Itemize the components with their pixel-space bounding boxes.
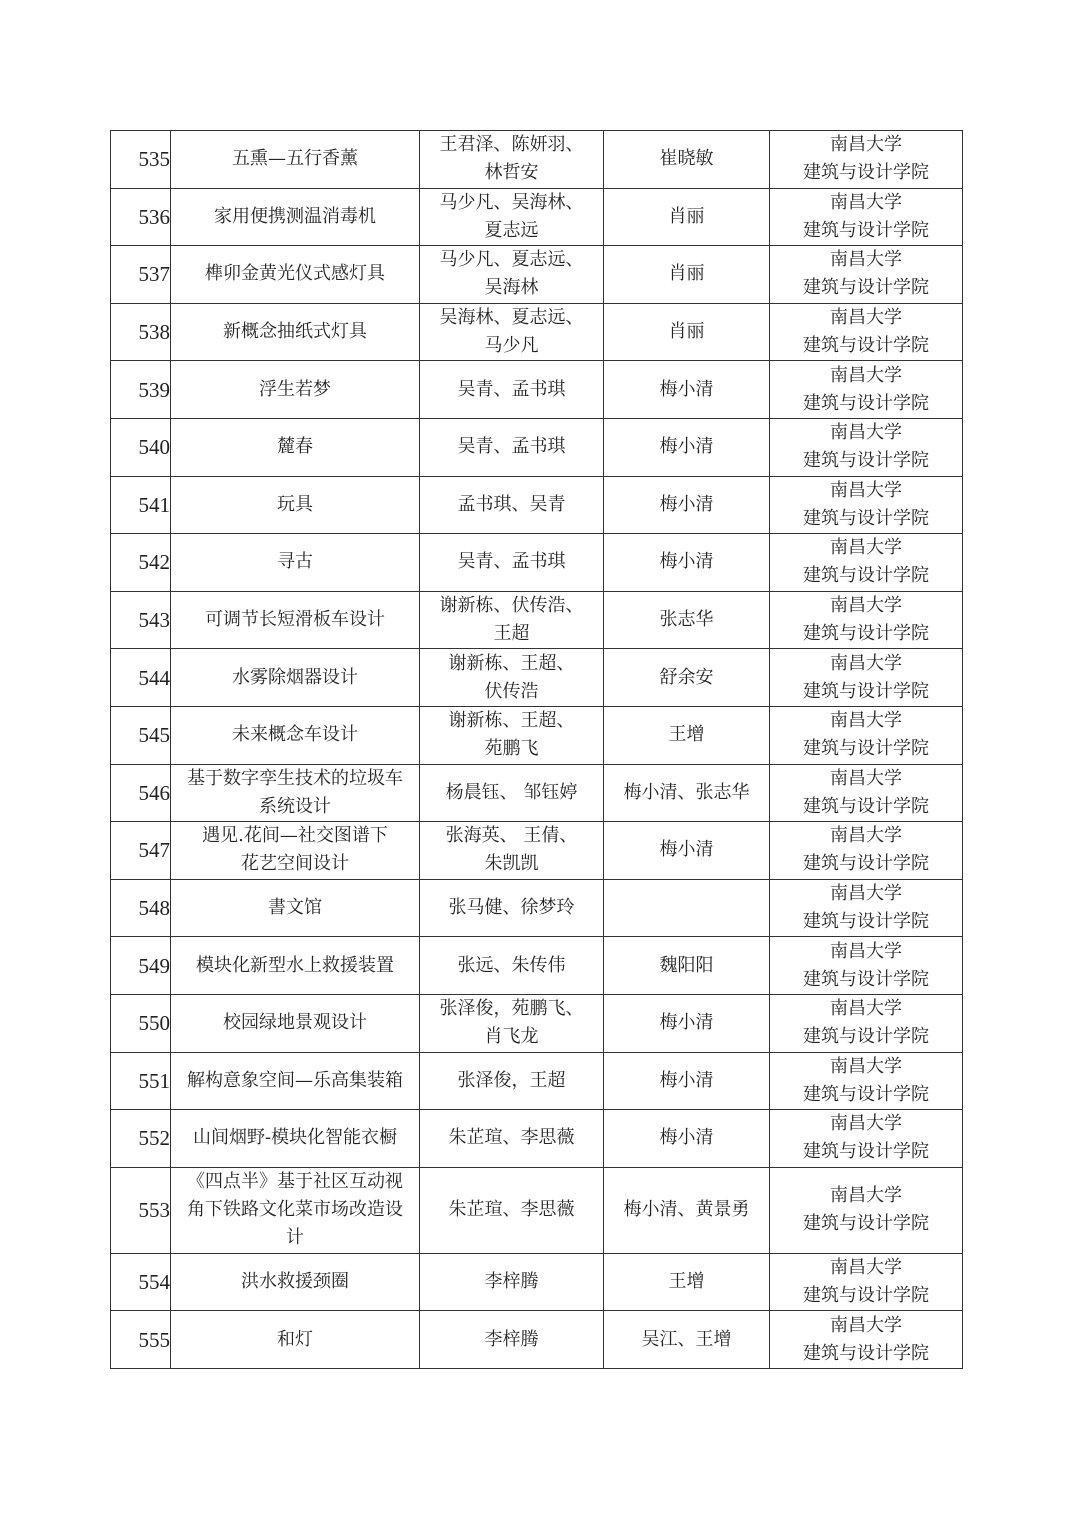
work-title-cell: 水雾除烟器设计 — [171, 649, 420, 707]
entry-number-cell: 551 — [111, 1052, 171, 1110]
entry-number-cell: 553 — [111, 1167, 171, 1253]
entry-number-cell: 550 — [111, 994, 171, 1052]
table-row — [111, 1311, 963, 1369]
awards-table-body — [111, 131, 963, 1369]
table-row — [111, 649, 963, 707]
entry-number-cell: 547 — [111, 822, 171, 880]
table-row — [111, 1167, 963, 1253]
team-members-cell: 朱芷瑄、李思薇 — [420, 1110, 604, 1168]
entry-number-cell: 552 — [111, 1110, 171, 1168]
institution-cell: 南昌大学 建筑与设计学院 — [770, 591, 963, 649]
team-members-cell: 杨晨钰、 邹钰婷 — [420, 764, 604, 822]
team-members-cell: 谢新栋、伏传浩、 王超 — [420, 591, 604, 649]
institution-cell: 南昌大学 建筑与设计学院 — [770, 1167, 963, 1253]
entry-number-cell: 538 — [111, 303, 171, 361]
entry-number-cell: 545 — [111, 706, 171, 764]
entry-number-cell: 537 — [111, 246, 171, 304]
team-members-cell: 张马健、徐梦玲 — [420, 879, 604, 937]
work-title-cell: 榫卯金黄光仪式感灯具 — [171, 246, 420, 304]
work-title-cell: 校园绿地景观设计 — [171, 994, 420, 1052]
advisor-cell: 梅小清 — [604, 1110, 770, 1168]
advisor-cell: 梅小清、张志华 — [604, 764, 770, 822]
table-row — [111, 706, 963, 764]
entry-number-cell: 546 — [111, 764, 171, 822]
work-title-cell: 基于数字孪生技术的垃圾车 系统设计 — [171, 764, 420, 822]
institution-cell: 南昌大学 建筑与设计学院 — [770, 1253, 963, 1311]
advisor-cell: 肖丽 — [604, 303, 770, 361]
team-members-cell: 马少凡、吴海林、 夏志远 — [420, 188, 604, 246]
advisor-cell: 梅小清 — [604, 534, 770, 592]
advisor-cell: 梅小清 — [604, 994, 770, 1052]
team-members-cell: 李梓腾 — [420, 1253, 604, 1311]
entry-number-cell: 554 — [111, 1253, 171, 1311]
advisor-cell: 张志华 — [604, 591, 770, 649]
institution-cell: 南昌大学 建筑与设计学院 — [770, 131, 963, 189]
table-row — [111, 937, 963, 995]
advisor-cell: 梅小清 — [604, 361, 770, 419]
work-title-cell: 山间烟野-模块化智能衣橱 — [171, 1110, 420, 1168]
work-title-cell: 模块化新型水上救援装置 — [171, 937, 420, 995]
table-row — [111, 822, 963, 880]
institution-cell: 南昌大学 建筑与设计学院 — [770, 534, 963, 592]
table-row — [111, 1052, 963, 1110]
team-members-cell: 张远、朱传伟 — [420, 937, 604, 995]
team-members-cell: 张泽俊，王超 — [420, 1052, 604, 1110]
entry-number-cell: 541 — [111, 476, 171, 534]
institution-cell: 南昌大学 建筑与设计学院 — [770, 706, 963, 764]
institution-cell: 南昌大学 建筑与设计学院 — [770, 994, 963, 1052]
table-row — [111, 764, 963, 822]
institution-cell: 南昌大学 建筑与设计学院 — [770, 476, 963, 534]
team-members-cell: 张海英、 王倩、 朱凯凯 — [420, 822, 604, 880]
entry-number-cell: 536 — [111, 188, 171, 246]
team-members-cell: 王君泽、陈妍羽、 林哲安 — [420, 131, 604, 189]
team-members-cell: 李梓腾 — [420, 1311, 604, 1369]
table-row — [111, 476, 963, 534]
team-members-cell: 马少凡、夏志远、 吴海林 — [420, 246, 604, 304]
work-title-cell: 麓春 — [171, 418, 420, 476]
entry-number-cell: 549 — [111, 937, 171, 995]
institution-cell: 南昌大学 建筑与设计学院 — [770, 361, 963, 419]
institution-cell: 南昌大学 建筑与设计学院 — [770, 246, 963, 304]
work-title-cell: 解构意象空间—乐高集装箱 — [171, 1052, 420, 1110]
advisor-cell: 梅小清、黄景勇 — [604, 1167, 770, 1253]
work-title-cell: 未来概念车设计 — [171, 706, 420, 764]
team-members-cell: 张泽俊，苑鹏飞、 肖飞龙 — [420, 994, 604, 1052]
team-members-cell: 吴青、孟书琪 — [420, 418, 604, 476]
work-title-cell: 洪水救援颈圈 — [171, 1253, 420, 1311]
table-row — [111, 246, 963, 304]
table-row — [111, 1110, 963, 1168]
institution-cell: 南昌大学 建筑与设计学院 — [770, 764, 963, 822]
work-title-cell: 玩具 — [171, 476, 420, 534]
work-title-cell: 和灯 — [171, 1311, 420, 1369]
advisor-cell: 梅小清 — [604, 1052, 770, 1110]
entry-number-cell: 540 — [111, 418, 171, 476]
advisor-cell: 王增 — [604, 1253, 770, 1311]
table-row — [111, 361, 963, 419]
table-row — [111, 131, 963, 189]
entry-number-cell: 544 — [111, 649, 171, 707]
institution-cell: 南昌大学 建筑与设计学院 — [770, 879, 963, 937]
table-row — [111, 591, 963, 649]
work-title-cell: 家用便携测温消毒机 — [171, 188, 420, 246]
advisor-cell — [604, 879, 770, 937]
table-row — [111, 188, 963, 246]
entry-number-cell: 555 — [111, 1311, 171, 1369]
team-members-cell: 谢新栋、王超、 苑鹏飞 — [420, 706, 604, 764]
entry-number-cell: 535 — [111, 131, 171, 189]
work-title-cell: 可调节长短滑板车设计 — [171, 591, 420, 649]
advisor-cell: 魏阳阳 — [604, 937, 770, 995]
entry-number-cell: 543 — [111, 591, 171, 649]
work-title-cell: 遇见.花间—社交图谱下 花艺空间设计 — [171, 822, 420, 880]
team-members-cell: 吴青、孟书琪 — [420, 361, 604, 419]
team-members-cell: 朱芷瑄、李思薇 — [420, 1167, 604, 1253]
institution-cell: 南昌大学 建筑与设计学院 — [770, 188, 963, 246]
table-row — [111, 879, 963, 937]
team-members-cell: 吴青、孟书琪 — [420, 534, 604, 592]
institution-cell: 南昌大学 建筑与设计学院 — [770, 1311, 963, 1369]
advisor-cell: 梅小清 — [604, 418, 770, 476]
advisor-cell: 肖丽 — [604, 188, 770, 246]
entry-number-cell: 539 — [111, 361, 171, 419]
advisor-cell: 梅小清 — [604, 822, 770, 880]
entry-number-cell: 548 — [111, 879, 171, 937]
table-row — [111, 1253, 963, 1311]
advisor-cell: 舒余安 — [604, 649, 770, 707]
table-row — [111, 534, 963, 592]
institution-cell: 南昌大学 建筑与设计学院 — [770, 649, 963, 707]
team-members-cell: 谢新栋、王超、 伏传浩 — [420, 649, 604, 707]
table-row — [111, 418, 963, 476]
institution-cell: 南昌大学 建筑与设计学院 — [770, 418, 963, 476]
table-row — [111, 994, 963, 1052]
advisor-cell: 吴江、王增 — [604, 1311, 770, 1369]
entry-number-cell: 542 — [111, 534, 171, 592]
work-title-cell: 書文馆 — [171, 879, 420, 937]
team-members-cell: 孟书琪、吴青 — [420, 476, 604, 534]
institution-cell: 南昌大学 建筑与设计学院 — [770, 1110, 963, 1168]
table-row — [111, 303, 963, 361]
advisor-cell: 梅小清 — [604, 476, 770, 534]
institution-cell: 南昌大学 建筑与设计学院 — [770, 303, 963, 361]
institution-cell: 南昌大学 建筑与设计学院 — [770, 822, 963, 880]
work-title-cell: 五熏—五行香薰 — [171, 131, 420, 189]
work-title-cell: 寻古 — [171, 534, 420, 592]
work-title-cell: 新概念抽纸式灯具 — [171, 303, 420, 361]
team-members-cell: 吴海林、夏志远、 马少凡 — [420, 303, 604, 361]
work-title-cell: 浮生若梦 — [171, 361, 420, 419]
advisor-cell: 肖丽 — [604, 246, 770, 304]
institution-cell: 南昌大学 建筑与设计学院 — [770, 937, 963, 995]
advisor-cell: 崔晓敏 — [604, 131, 770, 189]
advisor-cell: 王增 — [604, 706, 770, 764]
work-title-cell: 《四点半》基于社区互动视 角下铁路文化菜市场改造设 计 — [171, 1167, 420, 1253]
institution-cell: 南昌大学 建筑与设计学院 — [770, 1052, 963, 1110]
awards-table — [110, 130, 963, 1369]
